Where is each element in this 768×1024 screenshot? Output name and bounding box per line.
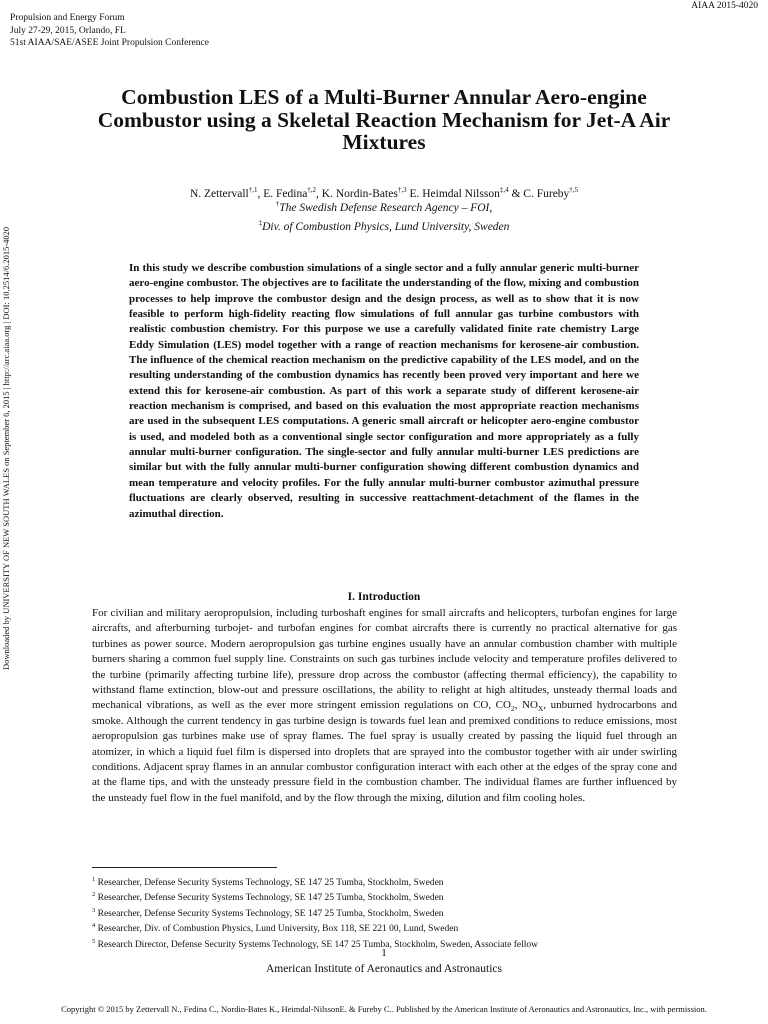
author: K. Nordin-Bates$^{\dagger,3}$ [321, 186, 407, 200]
author-list: N. Zettervall$^{\dagger,1}$, E. Fedina$^{\dagger,2}$, K. Nordin-Bates$^{\dagger,3}$ E. Heimdal Nilsson$^{\ddagger,4}$ & C. Fureby$^{\dagger,5}$ [189, 186, 579, 200]
affiliation: ‡Div. of Combustion Physics, Lund University, Sweden [258, 219, 510, 234]
author: E. Fedina$^{\dagger,2}$ [263, 186, 317, 200]
footnote: $^4$ Researcher, Div. of Combustion Physics, Lund University, Box 118, SE 221 00, Lund, Sweden [92, 922, 459, 935]
intro-paragraph: For civilian and military aeropropulsion, including turboshaft engines for small aircrafts and helicopters, turbofan engines for large aircrafts, and afterburning turbojet- and turbofan engines for combat aircrafts there is currently no practical alternative for gas turbines as power source. Modern aeropropulsion gas turbine engines usually have an annular combustion chamber with multiple burners sharing a common fuel supply line. Constraints on such gas turbines include velocity and temperature profiles delivered to the turbine (primarily affecting turbine life), pressure drop across the combustor (affecting thermal efficiency), the capability to withstand flame extinction, blow-out and pressure oscillations, the ability to relight at high altitudes, unsteady thermal loads and mechanical vibrations, as well as the ever more stringent emission regulations on CO, $CO_2$, $NO_X$, unburned hydrocarbons and smoke. Although the current tendency in gas turbine design is towards fuel lean and premixed conditions to reduce emissions, most aeropropulsion gas turbines make use of spray flames. The fuel spray is usually created by passing the liquid fuel through an atomizer, in which a liquid fuel film is dispersed into droplets that are sprayed into the combustor together with air under swirling conditions. Adjacent spray flames in an annular combustor configuration interact with each other at the edges of the spray cone and at the flame tips, and with the unsteady pressure field in the combustion chamber. The individual flames are further influenced by the unsteady fuel flow in the fuel manifold, and by the flow through the mixing, dilution and film cooling holes. [92, 607, 677, 804]
affiliations [80, 197, 688, 236]
conference-name: 51st AIAA/SAE/ASEE Joint Propulsion Conference [10, 38, 209, 48]
author: E. Heimdal Nilsson$^{\ddagger,4}$ [409, 186, 509, 200]
download-watermark[interactable]: Downloaded by UNIVERSITY OF NEW SOUTH WALES on September 6, 2015 | http://arc.aiaa.org | DOI: 10.2514/6.2015-4020 [1, 226, 11, 670]
author: C. Fureby$^{\dagger,5}$ [523, 186, 579, 200]
page-number: 1 [381, 947, 387, 959]
conference-dates: July 27-29, 2015, Orlando, FL [10, 25, 126, 36]
footnote: $^2$ Researcher, Defense Security Systems Technology, SE 147 25 Tumba, Stockholm, Sweden [92, 891, 444, 904]
affiliation: †The Swedish Defense Research Agency – FOI, [275, 200, 493, 214]
abstract: In this study we describe combustion simulations of a single sector and a fully annular generic multi-burner aero-engine combustor. The objectives are to facilitate the understanding of the flow, mixing and combustion processes to help improve the combustor design and the design process, as well as to show that it is now feasible to perform high-fidelity reacting flow simulations of full annular gas turbine combustors with realistic combustion chemistry. For this purpose we use a carefully validated finite rate chemistry Large Eddy Simulation (LES) model together with a range of reaction mechanisms for kerosene-air combustion. The influence of the chemical reaction mechanism on the predictive capability of the LES model, and on the resulting understanding of the combustion dynamics has recently been proved very important and here we extend this for kerosene-air combustion. As part of this work a separate study of different kerosene-air reaction mechanism is comprised, and based on this evaluation the most appropriate reaction mechanisms are used in the subsequent LES computations. A generic small aircraft or helicopter aero-engine combustor is used, and modeled both as a conventional single sector configuration and more appropriately as a fully annular multi-burner configuration. The single-sector and fully annular multi-burner LES predictions are similar but with the fully annular multi-burner configuration showing different combustion dynamics and mean temperature and velocity profiles. For the fully annular multi-burner combustor azimuthal pressure fluctuations are clearly observed, resulting in successive reattachment-detachment of the flames in the azimuthal direction. [129, 262, 639, 520]
paper-title: Combustion LES of a Multi-Burner Annular Aero-engine Combustor using a Skeletal Reaction Mechanism for Jet-A Air Mixtures [97, 85, 671, 154]
section-heading: I. Introduction [347, 591, 421, 603]
forum-name: Propulsion and Energy Forum [10, 13, 125, 23]
copyright-notice: Copyright © 2015 by Zettervall N., Fedina C., Nordin-Bates K., Heimdal-NilssonE. & Fureby C.. Published by the American Institute of Aeronautics and Astronautics, Inc., with permission. [61, 1004, 707, 1014]
author: N. Zettervall$^{\dagger,1}$ [189, 186, 258, 200]
paper-id: AIAA 2015-4020 [691, 1, 758, 11]
footnote: $^3$ Researcher, Defense Security Systems Technology, SE 147 25 Tumba, Stockholm, Sweden [92, 906, 444, 920]
publisher-name: American Institute of Aeronautics and Astronautics [265, 963, 502, 975]
footnote-divider [92, 867, 277, 868]
footnotes [92, 874, 538, 951]
conference-info [10, 12, 209, 50]
footnote: $^1$ Researcher, Defense Security Systems Technology, SE 147 25 Tumba, Stockholm, Sweden [92, 876, 444, 889]
footnote: $^5$ Research Director, Defense Security Systems Technology, SE 147 25 Tumba, Stockholm, Sweden, Associate fellow [92, 937, 538, 950]
